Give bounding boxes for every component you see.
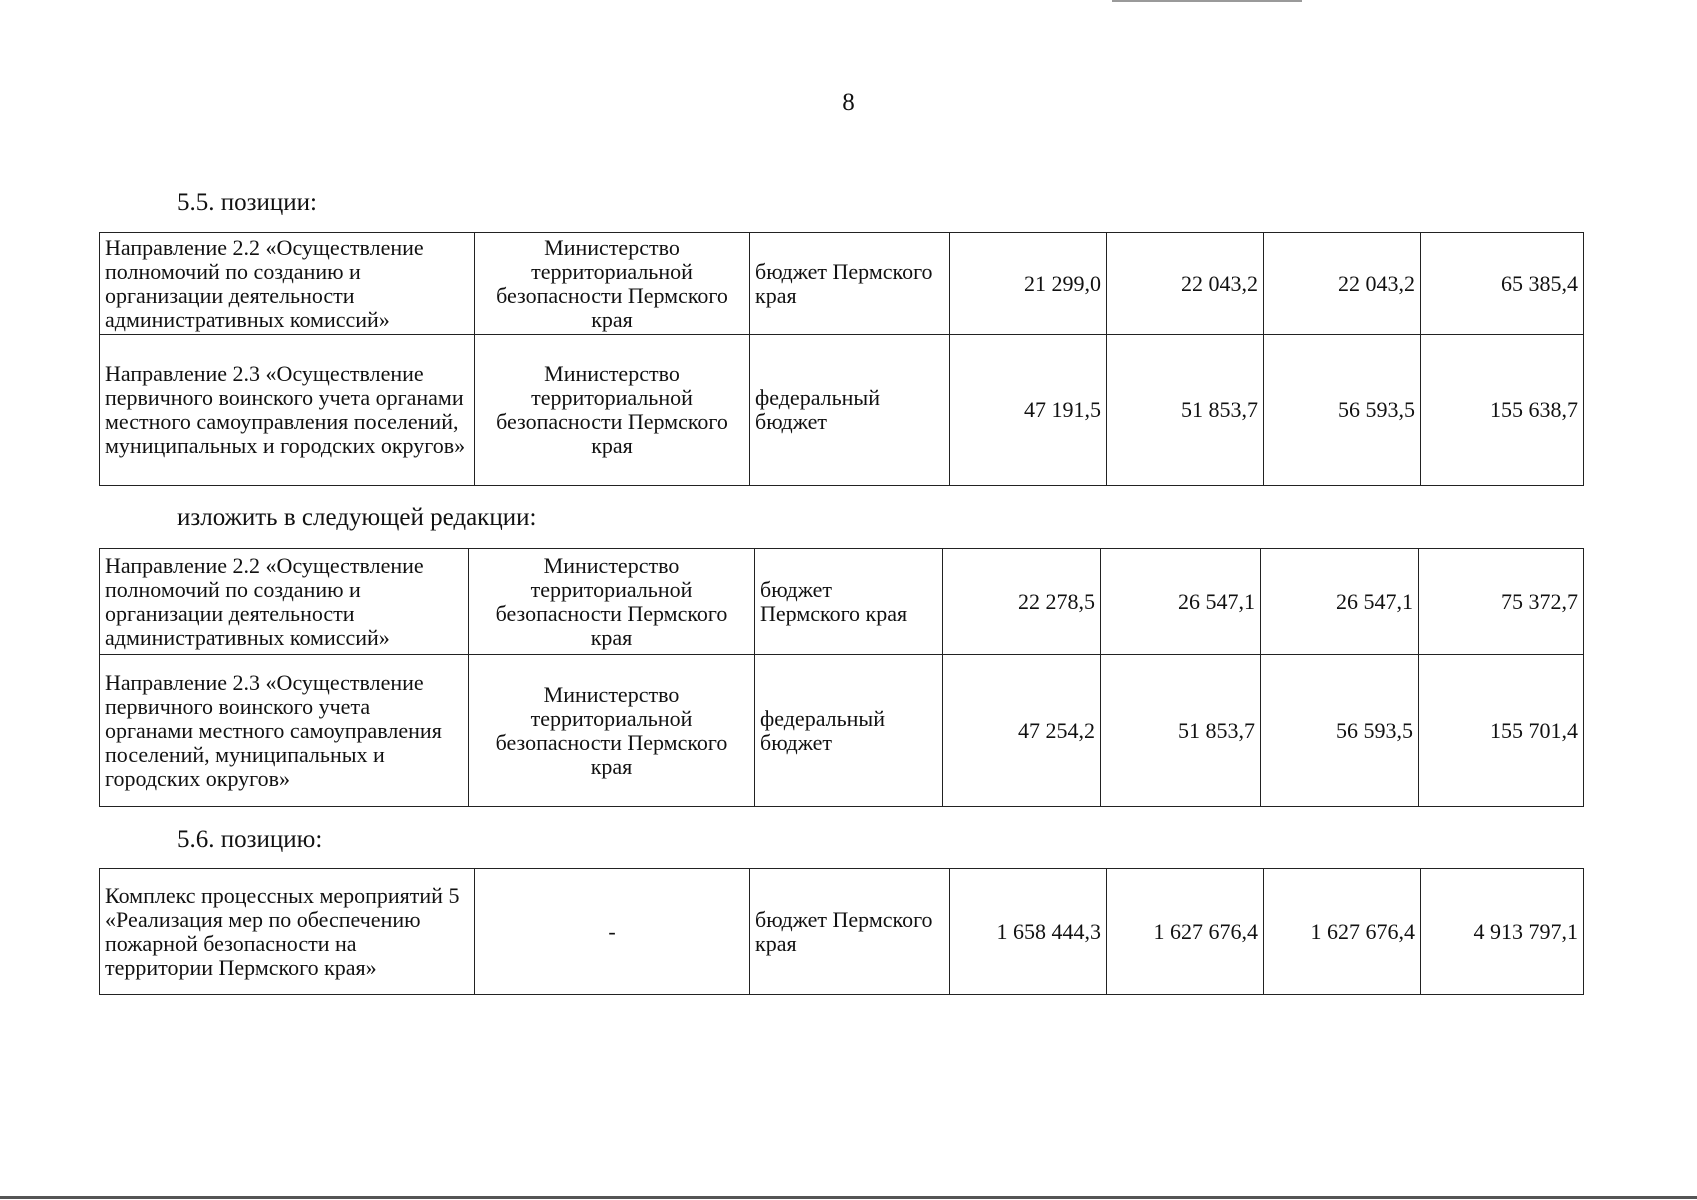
row-value-1-cell: 1 658 444,3 (950, 869, 1107, 995)
row-value-3-cell: 1 627 676,4 (1264, 869, 1421, 995)
row-value-2-cell: 1 627 676,4 (1107, 869, 1264, 995)
row-executor-cell: Министерство территориальной безопасности Пермского края (469, 655, 755, 807)
positions-table-old (99, 232, 1584, 486)
row-total-cell: 155 638,7 (1421, 335, 1584, 486)
row-total-cell: 65 385,4 (1421, 233, 1584, 335)
table-row (100, 655, 1584, 807)
row-value-1-cell: 47 191,5 (950, 335, 1107, 486)
row-executor-cell: - (475, 869, 750, 995)
table-row (100, 869, 1584, 995)
row-total-cell: 4 913 797,1 (1421, 869, 1584, 995)
row-total-cell: 155 701,4 (1419, 655, 1584, 807)
row-value-2-cell: 26 547,1 (1101, 549, 1261, 655)
page-number: 8 (842, 89, 855, 116)
row-value-1-cell: 47 254,2 (943, 655, 1101, 807)
row-value-1-cell: 21 299,0 (950, 233, 1107, 335)
row-source-cell: бюджет Пермского края (755, 549, 943, 655)
row-source-cell: бюджет Пермского края (750, 233, 950, 335)
row-value-3-cell: 22 043,2 (1264, 233, 1421, 335)
positions-table-5-6 (99, 868, 1584, 995)
table-row (100, 335, 1584, 486)
section-heading-new-edition: изложить в следующей редакции: (177, 504, 537, 531)
row-executor-cell: Министерство территориальной безопасности Пермского края (475, 233, 750, 335)
row-value-1-cell: 22 278,5 (943, 549, 1101, 655)
row-source-cell: бюджет Пермского края (750, 869, 950, 995)
row-value-3-cell: 56 593,5 (1261, 655, 1419, 807)
row-name-cell: Комплекс процессных мероприятий 5 «Реализация мер по обеспечению пожарной безопасности на территории Пермского края» (100, 869, 475, 995)
scan-bottom-edge (0, 1196, 1697, 1199)
row-name-cell: Направление 2.2 «Осуществление полномочий по созданию и организации деятельности административных комиссий» (100, 233, 475, 335)
positions-table-new (99, 548, 1584, 807)
row-name-cell: Направление 2.3 «Осуществление первичного воинского учета органами местного самоуправления поселений, муниципальных и городских округов» (100, 335, 475, 486)
table-row (100, 549, 1584, 655)
section-heading-5-5: 5.5. позиции: (177, 189, 317, 216)
row-name-cell: Направление 2.3 «Осуществление первичного воинского учета органами местного самоуправления поселений, муниципальных и городских округов» (100, 655, 469, 807)
row-value-2-cell: 51 853,7 (1101, 655, 1261, 807)
row-executor-cell: Министерство территориальной безопасности Пермского края (475, 335, 750, 486)
row-executor-cell: Министерство территориальной безопасности Пермского края (469, 549, 755, 655)
table-row (100, 233, 1584, 335)
row-value-3-cell: 56 593,5 (1264, 335, 1421, 486)
row-source-cell: федеральный бюджет (755, 655, 943, 807)
row-source-cell: федеральный бюджет (750, 335, 950, 486)
section-heading-5-6: 5.6. позицию: (177, 826, 323, 853)
scan-edge-mark (1112, 0, 1302, 2)
row-value-2-cell: 51 853,7 (1107, 335, 1264, 486)
row-value-3-cell: 26 547,1 (1261, 549, 1419, 655)
row-name-cell: Направление 2.2 «Осуществление полномочий по созданию и организации деятельности административных комиссий» (100, 549, 469, 655)
row-total-cell: 75 372,7 (1419, 549, 1584, 655)
row-value-2-cell: 22 043,2 (1107, 233, 1264, 335)
